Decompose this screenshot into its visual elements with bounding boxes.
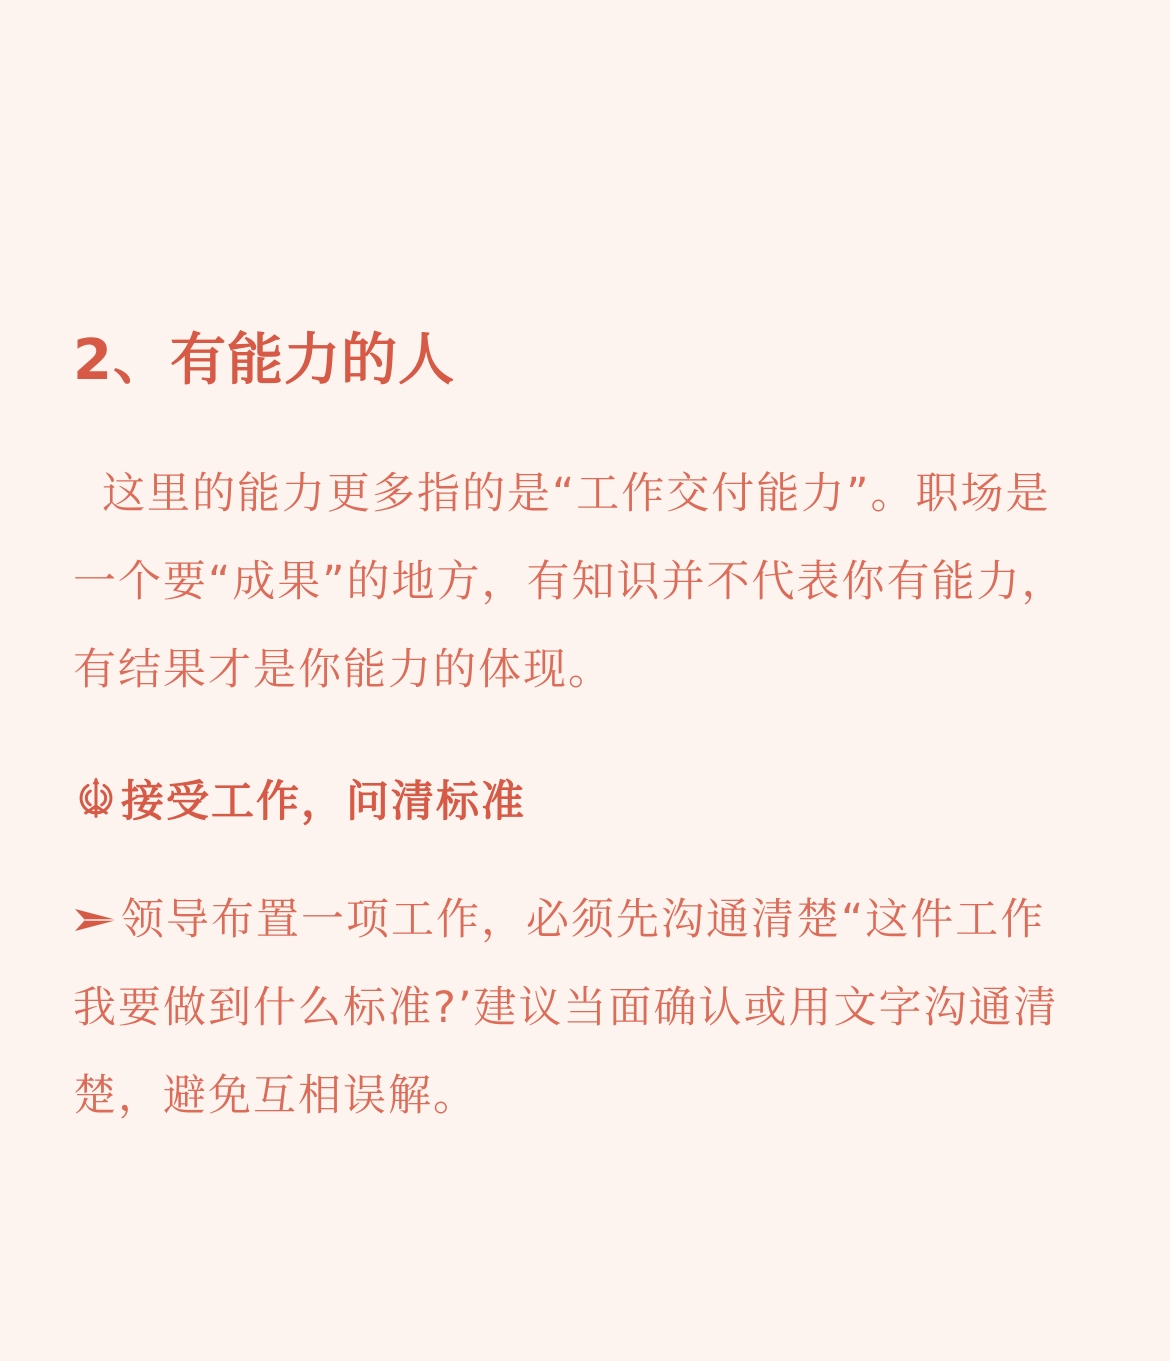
section-title: 2、有能力的人 <box>73 328 455 393</box>
khanda-icon <box>73 775 119 821</box>
tip-heading-row <box>73 766 526 830</box>
intro-paragraph: 这里的能力更多指的是“工作交付能力”。职场是一个要“成果”的地方，有知识并不代表你有能力，有结果才是你能力的体现。 <box>73 469 1067 695</box>
arrow-icon <box>73 905 119 935</box>
tip-text: 领导布置一项工作，必须先沟通清楚“这件工作我要做到什么标准?’建议当面确认或用文字沟通清楚，避免互相误解。 <box>73 895 1059 1121</box>
tip-paragraph <box>73 876 1083 1140</box>
tip-heading: 接受工作，问清标准 <box>121 776 526 827</box>
